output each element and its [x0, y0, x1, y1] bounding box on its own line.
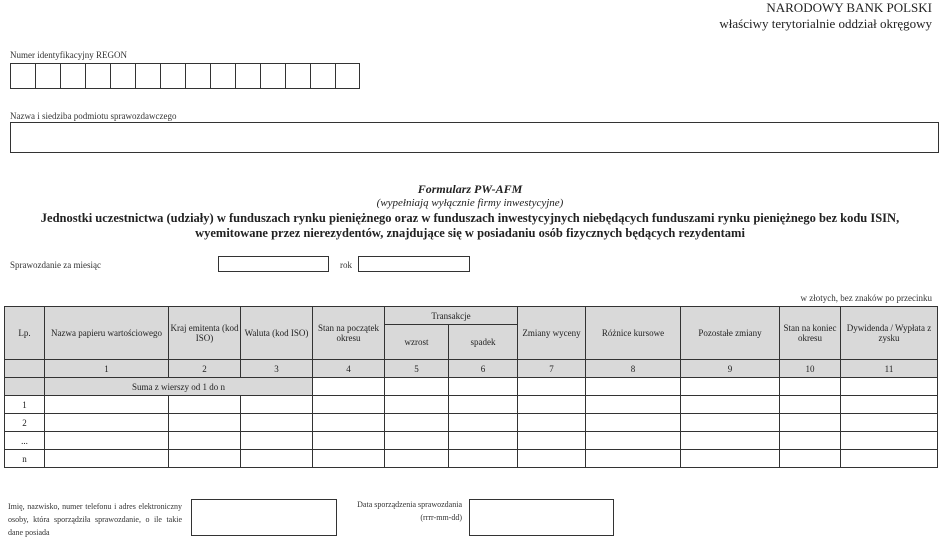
col-other: Pozostałe zmiany: [681, 307, 780, 360]
col-fx: Różnice kursowe: [586, 307, 681, 360]
month-input[interactable]: [218, 256, 329, 272]
regon-label: Numer identyfikacyjny REGON: [10, 50, 127, 60]
sum-cell[interactable]: [681, 378, 780, 396]
num-cell: 4: [313, 360, 385, 378]
regon-input[interactable]: [10, 63, 360, 89]
col-transactions: Transakcje: [385, 307, 518, 325]
num-cell: 6: [449, 360, 518, 378]
sum-cell[interactable]: [385, 378, 449, 396]
sum-blank: [5, 378, 45, 396]
contact-input[interactable]: [191, 499, 337, 536]
sum-label: Suma z wierszy od 1 do n: [45, 378, 313, 396]
col-name: Nazwa papieru wartościowego: [45, 307, 169, 360]
num-cell: 10: [780, 360, 841, 378]
form-heading-line1: Jednostki uczestnictwa (udziały) w funduszach rynku pieniężnego oraz w funduszach inwestycyjnych niebędących funduszami rynku pieniężnego bez kodu ISIN,: [40, 211, 900, 225]
col-country: Kraj emitenta (kod ISO): [169, 307, 241, 360]
date-input[interactable]: [469, 499, 614, 536]
form-heading: [0, 211, 940, 241]
header-bank-name: NARODOWY BANK POLSKI: [766, 0, 932, 15]
units-note: w złotych, bez znaków po przecinku: [800, 293, 932, 303]
month-label: Sprawozdanie za miesiąc: [10, 260, 101, 270]
entity-label: Nazwa i siedziba podmiotu sprawozdawczego: [10, 111, 177, 121]
num-cell: 8: [586, 360, 681, 378]
year-label: rok: [340, 260, 352, 270]
form-title: Formularz PW-AFM: [417, 182, 523, 196]
table-row: [5, 450, 938, 468]
num-cell: 11: [841, 360, 938, 378]
num-cell: 7: [518, 360, 586, 378]
date-label: Data sporządzenia sprawozdania: [357, 500, 462, 509]
col-valuation: Zmiany wyceny: [518, 307, 586, 360]
col-decrease: spadek: [449, 325, 518, 360]
num-cell: 5: [385, 360, 449, 378]
sum-cell[interactable]: [586, 378, 681, 396]
col-start: Stan na początek okresu: [313, 307, 385, 360]
form-heading-line2: wyemitowane przez nierezydentów, znajdujące się w posiadaniu osób fizycznych będących rezydentami: [195, 226, 745, 240]
sum-cell[interactable]: [841, 378, 938, 396]
col-currency: Waluta (kod ISO): [241, 307, 313, 360]
num-cell: [5, 360, 45, 378]
col-increase: wzrost: [385, 325, 449, 360]
row-number: n: [5, 450, 45, 468]
table-row: [5, 396, 938, 414]
sum-cell[interactable]: [449, 378, 518, 396]
col-dividend: Dywidenda / Wypłata z zysku: [841, 307, 938, 360]
col-end: Stan na koniec okresu: [780, 307, 841, 360]
entity-input[interactable]: [10, 122, 939, 153]
table-row: [5, 414, 938, 432]
year-input[interactable]: [358, 256, 470, 272]
sum-cell[interactable]: [313, 378, 385, 396]
date-format: (rrrr-mm-dd): [420, 513, 462, 522]
row-number: 1: [5, 396, 45, 414]
data-table: [4, 306, 938, 468]
form-note: (wypełniają wyłącznie firmy inwestycyjne): [376, 197, 564, 209]
sum-cell[interactable]: [518, 378, 586, 396]
num-cell: 9: [681, 360, 780, 378]
num-cell: 2: [169, 360, 241, 378]
header-branch: właściwy terytorialnie oddział okręgowy: [719, 16, 932, 31]
contact-label: Imię, nazwisko, numer telefonu i adres elektroniczny osoby, która sporządziła sprawozdanie, o ile takie dane posiada: [8, 502, 182, 537]
row-number: 2: [5, 414, 45, 432]
table-row: [5, 432, 938, 450]
num-cell: 3: [241, 360, 313, 378]
sum-cell[interactable]: [780, 378, 841, 396]
row-number: ...: [5, 432, 45, 450]
col-lp: Lp.: [5, 307, 45, 360]
num-cell: 1: [45, 360, 169, 378]
